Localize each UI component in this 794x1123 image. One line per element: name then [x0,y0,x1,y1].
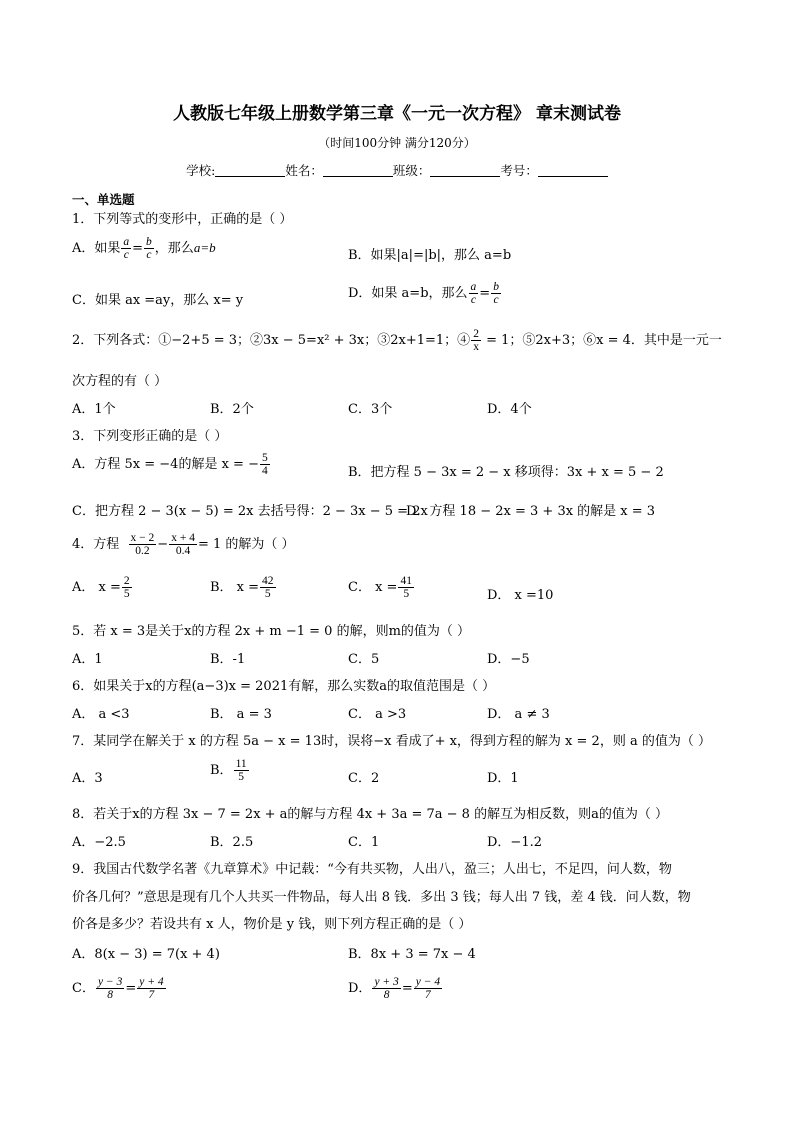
numerator: 5 [261,452,268,464]
denominator: c [493,294,499,306]
q4-suffix: = 1 的解为（ ） [197,537,295,552]
q4-option-d[interactable]: D． x =10 [487,588,554,603]
fraction-q4-left [129,532,157,557]
fraction-a-over-c [469,281,479,306]
q6-option-c[interactable]: C． a >3 [348,707,407,722]
q9-option-a[interactable]: A．8(x − 3) = 7(x + 4) [72,947,220,962]
denominator: c [146,249,152,261]
q1-a-result: a=b [193,240,216,255]
q4-c-text: C． x = [348,580,398,595]
q2-option-c[interactable]: C．3个 [348,402,393,417]
q7-option-b[interactable] [210,758,250,783]
q7-option-d[interactable]: D．1 [487,771,519,786]
q1-option-a[interactable] [72,236,216,261]
id-label: 考号： [500,163,538,178]
question-9-line-1: 9．我国古代数学名著《九章算术》中记载：“今有共买物，人出八，盈三；人出七，不足四，问人数，物 [72,862,672,877]
fraction-q4-right [169,532,197,557]
numerator: b [146,236,152,248]
class-blank[interactable] [430,164,500,177]
fraction-y-minus-4-over-7 [414,976,442,1001]
denominator: 7 [148,989,155,1001]
numerator: a [470,281,477,293]
q6-option-a[interactable]: A． a <3 [72,707,130,722]
numerator: x − 2 [130,532,155,544]
q2-option-b[interactable]: B．2个 [210,402,254,417]
question-9-line-3: 价各是多少？若设共有 x 人，物价是 y 钱，则下列方程正确的是（ ） [72,917,472,932]
numerator: 2 [473,328,479,340]
q3-option-c[interactable]: C．把方程 2 − 3(x − 5) = 2x 去括号得：2 − 3x − 5 = 2x [72,504,428,519]
q6-option-b[interactable]: B． a = 3 [210,707,272,722]
class-label: 班级： [392,163,431,178]
numerator: x + 4 [171,532,195,544]
denominator: 4 [261,465,268,477]
q7-option-c[interactable]: C．2 [348,771,380,786]
q4-a-text: A． x = [72,580,121,595]
q3-option-b[interactable]: B．把方程 5 − 3x = 2 − x 移项得：3x + x = 5 − 2 [348,465,664,480]
q9-option-c[interactable] [72,976,167,1001]
numerator: b [493,281,499,293]
name-label: 姓名： [285,163,323,178]
numerator: 42 [262,575,274,587]
q5-option-a[interactable]: A．1 [72,652,103,667]
question-6-stem: 6．如果关于x的方程(a−3)x = 2021有解，那么实数a的取值范围是（ ） [72,679,496,694]
q5-option-c[interactable]: C．5 [348,652,380,667]
fraction-2-over-x [471,328,481,353]
name-blank[interactable] [323,164,393,177]
fraction-y-minus-3-over-8 [96,976,124,1001]
q2-text-b: = 1；⑤2x+3；⑥x = 4．其中是一元一 [481,333,722,348]
page-title: 人教版七年级上册数学第三章《一元一次方程》 章末测试卷 [173,104,621,124]
denominator: c [470,294,476,306]
question-2-line-2: 次方程的有（ ） [72,374,168,389]
q8-option-b[interactable]: B．2.5 [210,835,254,850]
q8-option-d[interactable]: D．−1.2 [487,835,542,850]
q7-option-a[interactable]: A．3 [72,771,103,786]
fraction-a-over-c [121,236,131,261]
question-3-stem: 3．下列变形正确的是（ ） [72,429,228,444]
q5-option-d[interactable]: D．−5 [487,652,530,667]
denominator: 0.2 [135,545,150,557]
denominator: 5 [264,588,271,600]
q3-option-a[interactable] [72,452,271,477]
school-label: 学校: [186,163,216,178]
fraction-y-plus-4-over-7 [137,976,165,1001]
numerator: a [123,236,130,248]
fraction-y-plus-3-over-8 [372,976,400,1001]
fraction-5-over-4 [260,452,270,477]
denominator: x [473,341,479,353]
q4-option-b[interactable] [210,575,277,600]
denominator: 7 [425,989,431,1001]
student-info-line [0,161,794,179]
denominator: 5 [238,771,244,783]
q4-option-c[interactable] [348,575,415,600]
q2-option-d[interactable]: D．4个 [487,402,532,417]
q7-b-text: B． [210,763,233,778]
exam-time-score: （时间100分钟 满分120分） [318,136,476,150]
q6-option-d[interactable]: D． a ≠ 3 [487,707,550,722]
fraction-2-over-5 [122,575,132,600]
q8-option-c[interactable]: C．1 [348,835,380,850]
question-9-line-2: 价各几何？”意思是现有几个人共买一件物品，每人出 8 钱．多出 3 钱；每人出 7 钱，差 4 钱．问人数，物 [72,890,691,905]
school-blank[interactable] [215,164,285,177]
denominator: 5 [123,588,130,600]
q1-a-prefix: A．如果 [72,241,121,256]
denominator: 8 [383,989,390,1001]
denominator: 8 [107,989,114,1001]
numerator: y − 3 [97,976,123,988]
question-8-stem: 8．若关于x的方程 3x − 7 = 2x + a的解与方程 4x + 3a = 7a − 8 的解互为相反数，则a的值为（ ） [72,807,668,822]
q1-option-b[interactable]: B．如果|a|=|b|，那么 a=b [348,248,512,263]
numerator: y + 3 [374,976,399,988]
q5-option-b[interactable]: B．-1 [210,652,246,667]
equals: = [125,981,137,996]
q3-option-d[interactable]: D．方程 18 − 2x = 3 + 3x 的解是 x = 3 [406,504,656,519]
numerator: 2 [123,575,130,587]
q1-a-then: ，那么 [154,241,194,256]
q1-option-c[interactable]: C．如果 ax =ay，那么 x= y [72,293,244,308]
q4-option-a[interactable] [72,575,133,600]
q9-c-text: C． [72,981,95,996]
fraction-42-over-5 [260,575,276,600]
q2-text-a: 2．下列各式：①−2+5 = 3；②3x − 5=x² + 3x；③2x+1=1；④ [72,333,471,348]
q1-d-prefix: D．如果 a=b，那么 [348,286,468,301]
denominator: 0.4 [175,545,191,557]
q4-prefix: 4．方程 [72,537,120,552]
question-1-stem: 1．下列等式的变形中，正确的是（ ） [72,212,293,227]
q9-d-text: D． [348,981,372,996]
question-5-stem: 5．若 x = 3是关于x的方程 2x + m −1 = 0 的解，则m的值为（ ） [72,624,471,639]
denominator: 5 [403,588,410,600]
q2-option-a[interactable]: A．1个 [72,402,116,417]
id-blank[interactable] [538,164,608,177]
fraction-b-over-c [144,236,154,261]
fraction-b-over-c [491,281,501,306]
numerator: 11 [235,758,247,770]
numerator: y − 4 [415,976,441,988]
fraction-11-over-5 [234,758,249,783]
q1-option-d[interactable] [348,281,502,306]
numerator: y + 4 [139,976,164,988]
equals: = [132,241,144,256]
q8-option-a[interactable]: A．−2.5 [72,835,126,850]
section-heading: 一、单选题 [72,192,135,207]
equals: = [479,286,491,301]
q9-option-d[interactable] [348,976,443,1001]
question-2-line-1 [72,328,722,353]
q3-a-text: A．方程 5x = −4的解是 x = − [72,457,259,472]
fraction-41-over-5 [398,575,414,600]
question-4-stem: 4．方程 $\frac{x - 2}{0.2}$ − $\frac{x + 4}{0.4}$ = 1 的解为（ ） [72,532,295,557]
question-7-stem: 7．某同学在解关于 x 的方程 5a − x = 13时，误将−x 看成了+ x，得到方程的解为 x = 2，则 a 的值为（ ） [72,734,711,749]
denominator: c [123,249,129,261]
numerator: 41 [400,575,412,587]
q9-option-b[interactable]: B．8x + 3 = 7x − 4 [348,947,476,962]
q4-b-text: B． x = [210,580,260,595]
equals: = [401,981,413,996]
